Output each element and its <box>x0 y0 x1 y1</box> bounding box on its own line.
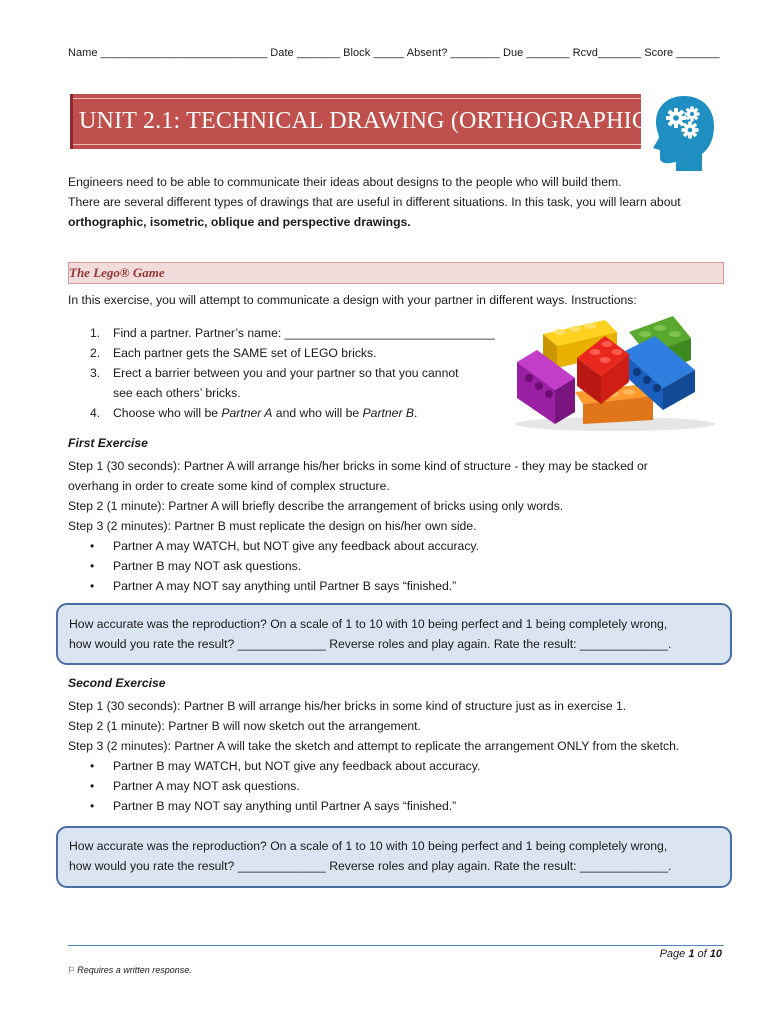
first-exercise-heading: First Exercise <box>68 436 148 450</box>
first-step3: Step 3 (2 minutes): Partner B must replicate the design on his/her own side. <box>68 519 477 533</box>
first-step1-a: Step 1 (30 seconds): Partner A will arrange his/her bricks in some kind of structure - they may be stacked or <box>68 459 648 473</box>
first-bullets: • Partner A may WATCH, but NOT give any feedback about accuracy. • Partner B may NOT ask questions. • Partner A may NOT say anything until Partner B says “finished.” <box>90 539 480 593</box>
lego-bricks-image <box>505 312 725 432</box>
section-title: The Lego® Game <box>69 265 165 280</box>
intro-line-1: Engineers need to be able to communicate their ideas about designs to the people who will build them. <box>68 175 622 189</box>
instructions-text: In this exercise, you will attempt to communicate a design with your partner in different ways. Instructions: <box>68 293 637 307</box>
first-step2: Step 2 (1 minute): Partner A will briefly describe the arrangement of bricks using only words. <box>68 499 564 513</box>
intro-line-2: There are several different types of drawings that are useful in different situations. In this task, you will learn about <box>68 195 681 209</box>
second-bullets: • Partner B may WATCH, but NOT give any feedback about accuracy. • Partner A may NOT ask questions. • Partner B may NOT say anything until Partner A says “finished.” <box>90 759 481 813</box>
second-question-line-2: how would you rate the result? _____________ Reverse roles and play again. Rate the result: _____________. <box>69 859 672 873</box>
first-response-box[interactable] <box>56 603 732 665</box>
second-step1: Step 1 (30 seconds): Partner B will arrange his/her bricks in some kind of structure just as in exercise 1. <box>68 699 627 713</box>
first-step1-b: overhang in order to create some kind of complex structure. <box>68 479 390 493</box>
second-question-line-1: How accurate was the reproduction? On a scale of 1 to 10 with 10 being perfect and 1 being completely wrong, <box>69 839 668 853</box>
section-heading-bar <box>68 262 724 284</box>
second-step2: Step 2 (1 minute): Partner B will now sketch out the arrangement. <box>68 719 421 733</box>
page-number: Page 1 of 10 <box>659 948 722 960</box>
intro-line-3: orthographic, isometric, oblique and perspective drawings. <box>68 215 411 229</box>
page-title: UNIT 2.1: TECHNICAL DRAWING (ORTHOGRAPHIC) <box>79 108 657 134</box>
first-question-line-2: how would you rate the result? _____________ Reverse roles and play again. Rate the result: _____________. <box>69 637 672 651</box>
title-banner <box>70 94 657 149</box>
second-step3: Step 3 (2 minutes): Partner A will take the sketch and attempt to replicate the arrangement ONLY from the sketch. <box>68 739 680 753</box>
footer-divider <box>68 945 724 946</box>
first-question-line-1: How accurate was the reproduction? On a scale of 1 to 10 with 10 being perfect and 1 being completely wrong, <box>69 617 668 631</box>
student-info-line: Name ___________________________ Date _______ Block _____ Absent? ________ Due _______ Rcvd_______ Score _______ <box>68 47 720 59</box>
second-exercise-heading: Second Exercise <box>68 676 166 690</box>
engineering-head-icon <box>652 94 716 172</box>
steps-list: 1. Find a partner. Partner’s name: _______________________________ 2. Each partner gets the SAME set of LEGO bricks. 3. Erect a barrier between you and your partner so that you cannot see each others’ bricks. 4. Choose who will be Partner A and who will be Partner B. <box>90 326 495 420</box>
written-response-note: ⚐ Requires a written response. <box>68 965 192 975</box>
second-response-box[interactable] <box>56 826 732 888</box>
